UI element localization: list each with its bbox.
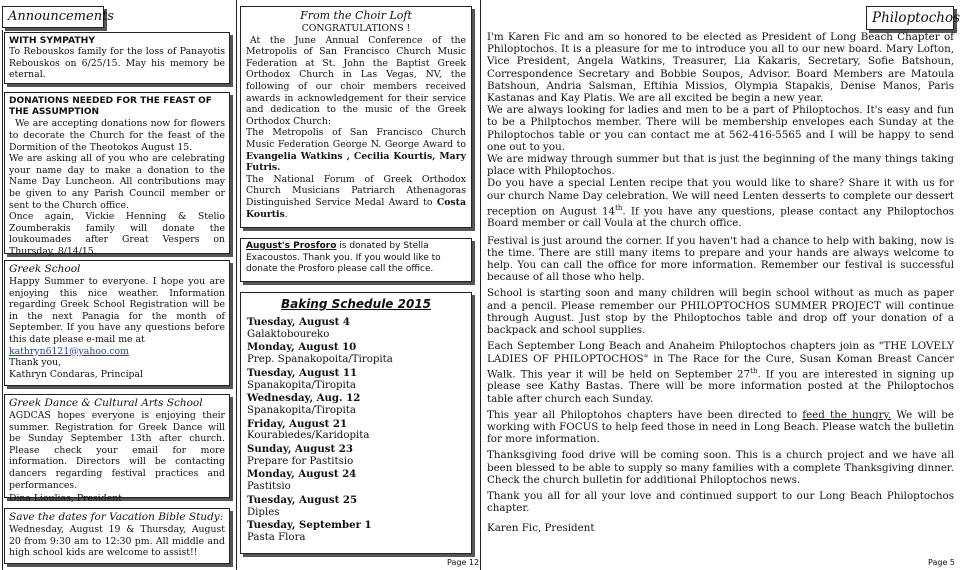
choir-box: From the Choir Loft CONGRATULATIONS ! At the June Annual Conference of the Metropolis of San Francisco Church Music Federation at St. John the Baptist Greek Orthodox Church in Las Vegas, NV, the following of our choir members received awards in acknowledgement for their service and dedication to the music of the Greek Orthodox Church: The Metropolis of San Francisco Church Music Federation George N. George Award to Evangelia Watkins , Cecilia Kourtis, Mary Futris. The National Forum of Greek Orthodox Church Musicians Patriarch Athenagoras Distinguished Service Medal Award to Costa Kourtis.	[240, 6, 472, 228]
philoptochos-article: I'm Karen Fic and am so honored to be elected as President of Long Beach Chapter of Philoptochos. It is a pleasure for me to introduce you all to our new board. Mary Lofton, Vice President, Angela Watkins, Treasurer, Lia Kakaris, Secretary, Sofie Batshoun, Correspondence Secretary and Bobbie Soupos, Advisor. Board Members are Matoula Batshoun, Andria Salsman, Eftihia Missios, Olympia Stapakis, Denise Manos, Paris Kastanas and Kay Platis. We are all excited be begin a new year. We are always looking for ladies and men to be a part of Philoptochos. It's easy and fun to be a Philptochos member. There will be membership envelopes each Sunday at the Philoptochos table or you can contact me at 562-416-5565 and I will be happy to send one out to you. We are midway through summer but that is just the beginning of the many things taking place with Philoptochos. Do you have a special Lenten recipe that you would like to share? Share it with us for our church Name Day celebration. We will need Lenten desserts to complete our dessert reception on August 14th. If you have any questions, please contact any Philoptochos Board member or call Voula at the church office. Festival is just around the corner. If you haven't had a chance to help with baking, now is the time. There are still many items to prepare and your hands are always welcome to help. You can call the office for more information. Remember our festival is successful because of all those who help. School is starting soon and many children will begin school without as much as paper and a pencil. Please remember our PHILOPTOCHOS SUMMER PROJECT will continue through August. Just stop by the Philoptochos table and drop off your donation of a backpack and school supplies. Each September Long Beach and Anaheim Philoptochos chapters join as "THE LOVELY LADIES OF PHILOPTOCHOS" in The Race for the Cure, Susan Koman Breast Cancer Walk. This year it will be held on September 27th. If you are interested in signing up please see Kathy Bastas. There will be more information posted at the Philoptochos table after church each Sunday. This year all Philoptohos chapters have been directed to feed the hungry. We will be working with FOCUS to help feed those in need in Long Beach. Please watch the bulletin for more information. Thanksgiving food drive will be coming soon. This is a church project and we have all been blessed to be able to supply so many families with a complete Thanksgiving dinner. Check the church bulletin for additional Philoptochos news. Thank you all for all your love and continued support to our Long Beach Philoptochos chapter. Karen Fic, President	[487, 31, 954, 535]
vbs-text: Wednesday, August 19 & Thursday, August 20 from 9:30 am to 12:30 pm. All middle and high school kids are welcome to assist!!	[9, 524, 225, 559]
midway-summer-text: We are midway through summer but that is just the beginning of the many things taking place with Philoptochos.	[487, 153, 954, 178]
baking-item: Spanakopita/Tiropita	[247, 404, 356, 416]
baking-date: Friday, August 21	[247, 417, 348, 430]
donations-loukoumades-text: Once again, Vickie Henning & Stelio Zoumberakis family will donate the loukoumades after Great Vespers on Thursday, 8/14/15.	[9, 211, 225, 257]
choir-medal-award-text: The National Forum of Greek Orthodox Church Musicians Patriarch Athenagoras Distinguished Service Medal Award to	[246, 173, 466, 208]
philoptochos-banner	[866, 6, 960, 30]
right-page-number: Page 5	[928, 558, 955, 567]
greek-school-thanks: Thank you,	[9, 357, 62, 369]
vbs-title: Save the dates for Vacation Bible Study:	[9, 511, 224, 523]
race-for-cure-text: Each September Long Beach and Anaheim Philoptochos chapters join as "THE LOVELY LADIES OF PHILOPTOCHOS" in The Race for the Cure, Susan Koman Breast Cancer Walk. This year it will be held on September 27	[487, 340, 954, 381]
choir-conference-text: At the June Annual Conference of the Metropolis of San Francisco Church Music Federation at St. John the Baptist Greek Orthodox Church in Las Vegas, NV, the following of our choir members received awards in acknowledgement for their service and dedication to the music of the Greek Orthodox Church:	[246, 34, 466, 127]
baking-item: Prep. Spanakopoita/Tiropita	[247, 354, 393, 366]
choir-medal-award-name: Costa Kourtis	[246, 196, 466, 220]
announcements-banner	[2, 6, 114, 28]
baking-item: Kourabiedes/Karidopita	[247, 430, 370, 442]
greek-school-title: Greek School	[9, 263, 81, 275]
donations-flowers-text: We are accepting donations now for flowers to decorate the Church for the feast of the Dormition of the Theotokos August 15.	[9, 118, 225, 153]
baking-date: Monday, August 24	[247, 468, 357, 481]
baking-date: Tuesday, August 11	[247, 366, 358, 379]
president-signature: Karen Fic, President	[487, 522, 595, 535]
prosforo-box	[240, 238, 472, 282]
baking-item: Spanakopita/Tiropita	[247, 379, 356, 391]
greek-school-text: Happy Summer to everyone. I hope you are enjoying this nice weather. Information regarding Greek School Registration will be in the next Panagia for the month of September. If you have any questions before this date please e-mail me at	[9, 276, 225, 345]
greek-school-email-link[interactable]: kathryn6121@yahoo.com	[9, 345, 129, 357]
donations-title: DONATIONS NEEDED FOR THE FEAST OF THE ASSUMPTION	[9, 96, 212, 118]
philoptochos-title: Philoptochos	[872, 10, 960, 26]
greek-school-box	[4, 260, 230, 386]
festival-text: Festival is just around the corner. If you haven't had a chance to help with baking, now is the time. There are still many items to prepare and your hands are always welcome to help. You can call the office for more information. Remember our festival is successful because of all those who help.	[487, 234, 954, 284]
page-gutter	[480, 0, 481, 570]
greek-dance-box	[4, 394, 230, 505]
membership-text: We are always looking for ladies and men to be a part of Philoptochos. It's easy and fun to be a Philptochos member. There will be membership envelopes each Sunday at the Philoptochos table or you can contact me at 562-416-5565 and I will be happy to send one out to you.	[487, 104, 954, 153]
announcements-title: Announcements	[8, 9, 114, 24]
baking-schedule-list	[247, 316, 465, 545]
choir-george-award-text: The Metropolis of San Francisco Church Music Federation George N. George Award to	[246, 127, 466, 150]
greek-dance-text: AGDCAS hopes everyone is enjoying their summer. Registration for Greek Dance will be Sunday September 13th after church. Please check your email for more information. Directors will be contacting dancers regarding festival practices and performances.	[9, 410, 225, 491]
sympathy-box	[4, 32, 230, 84]
greek-dance-title: Greek Dance & Cultural Arts School	[9, 397, 203, 409]
sympathy-title: WITH SYMPATHY	[9, 35, 96, 46]
donations-box	[4, 92, 230, 257]
baking-date: Tuesday, September 1	[247, 519, 372, 532]
left-page-number: Page 12	[447, 558, 480, 567]
choir-title: From the Choir Loft	[300, 9, 412, 22]
baking-item: Diples	[247, 506, 280, 518]
lenten-recipe-text: Do you have a special Lenten recipe that you would like to share? Share it with us for our church Name Day celebration. We will need Lenten desserts to complete our dessert reception on August 14	[487, 177, 954, 218]
president-intro-text: I'm Karen Fic and am so honored to be elected as President of Long Beach Chapter of Philoptochos. It is a pleasure for me to introduce you all to our new board. Mary Lofton, Vice President, Angela Watkins, Treasurer, Lia Kakaris, Secretary, Sofie Batshoun, Correspondence Secretary and Bobbie Soupos, Advisor. Board Members are Matoula Batshoun, Andria Salsman, Eftihia Missios, Olympia Stapakis, Denise Manos, Paris Kastanas and Kay Platis. We are all excited be begin a new year.	[487, 31, 954, 105]
column-divider	[236, 0, 237, 570]
baking-item: Prepare for Pastitsio	[247, 455, 354, 467]
baking-date: Sunday, August 23	[247, 443, 353, 456]
thanksgiving-text: Thanksgiving food drive will be coming soon. This is a church project and we have all been blessed to be able to supply so many families with a complete Thanksgiving dinner. Check the church bulletin for additional Philoptochos news.	[487, 449, 954, 486]
thank-you-text: Thank you all for all your love and continued support to our Long Beach Philoptochos chapter.	[487, 489, 954, 515]
greek-school-signature: Kathryn Condaras, Principal	[9, 368, 144, 380]
feed-hungry-text: This year all Philoptohos chapters have been directed to	[487, 408, 798, 421]
prosforo-title: August's Prosforo	[246, 241, 337, 251]
donations-nameday-text: We are asking all of you who are celebrating your name day to make a donation to the Name Day Luncheon. All contributions may be given to any Parish Council member or sent to the Church office.	[9, 153, 225, 211]
greek-dance-signature: Dina Lioulias, President	[9, 493, 122, 505]
baking-schedule-box	[240, 292, 472, 554]
baking-date: Wednesday, Aug. 12	[247, 392, 361, 405]
feed-hungry-underline: feed the hungry.	[802, 408, 892, 421]
baking-date: Tuesday, August 25	[247, 493, 358, 506]
baking-date: Monday, August 10	[247, 341, 357, 354]
baking-date: Tuesday, August 4	[247, 316, 350, 328]
sympathy-text: To Rebouskos family for the loss of Panayotis Rebouskos on 6/25/15. May his memory be eternal.	[9, 46, 225, 81]
left-column-border	[2, 30, 3, 570]
choir-george-award-names: Evangelia Watkins , Cecilia Kourtis, Mary Futris.	[246, 150, 466, 174]
school-project-text: School is starting soon and many children will begin school without as much as paper and a pencil. Please remember our PHILOPTOCHOS SUMMER PROJECT will continue through August. Just stop by the Philoptochos table and drop off your donation of a backpack and school supplies.	[487, 287, 954, 337]
baking-schedule-title: Baking Schedule 2015	[280, 297, 432, 311]
choir-congrats: CONGRATULATIONS !	[301, 23, 411, 34]
baking-item: Pastitsio	[247, 481, 291, 493]
baking-item: Pasta Flora	[247, 531, 306, 543]
vbs-box	[4, 508, 230, 564]
prosforo-text: is donated by Stella Exacoustos. Thank you. If you would like to donate the Prosforo please call the office.	[246, 241, 441, 274]
baking-item: Galaktoboureko	[247, 328, 330, 340]
